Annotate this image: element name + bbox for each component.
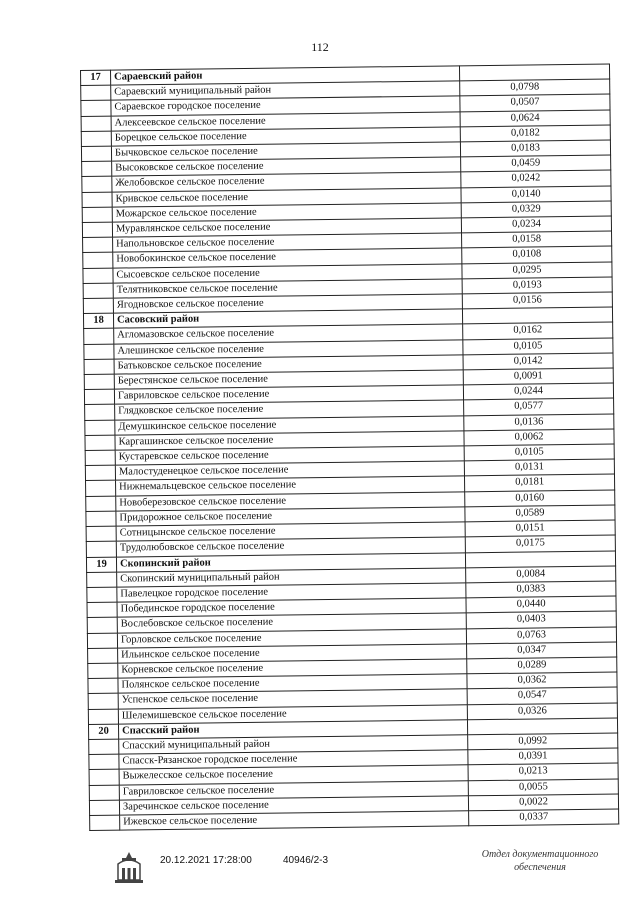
coefficient-value: 0,0181 [464,474,614,491]
settlement-name: Скопинский муниципальный район [117,568,466,587]
settlement-name: Желобовское сельское поселение [112,172,461,191]
settlement-name: Алексеевское сельское поселение [111,111,460,130]
district-name: Спасский район [118,720,467,739]
settlement-name: Агломазовское сельское поселение [114,324,463,343]
settlement-name: Гавриловское сельское поселение [119,780,468,799]
settlement-name: Малостуденецкое сельское поселение [115,461,464,480]
coefficient-value: 0,0055 [468,779,618,796]
row-number-cell [84,389,114,405]
settlement-name: Сысоевское сельское поселение [113,263,462,282]
settlement-name: Кривское сельское поселение [112,187,461,206]
allocation-table [80,64,619,832]
coefficient-value: 0,0105 [464,444,614,461]
settlement-name: Шелемишевское сельское поселение [118,704,467,723]
settlement-name: Нижнемальцевское сельское поселение [116,476,465,495]
settlement-name: Кустаревское сельское поселение [115,446,464,465]
row-number-cell [89,769,119,785]
settlement-name: Корневское сельское поселение [118,659,467,678]
row-number-cell [85,435,115,451]
row-number-cell [87,617,117,633]
coefficient-value: 0,0403 [466,611,616,628]
settlement-name: Трудолюбовское сельское поселение [116,537,465,556]
settlement-name: Спасский муниципальный район [119,735,468,754]
coefficient-value: 0,0337 [469,809,619,826]
settlement-name: Ильинское сельское поселение [118,644,467,663]
coefficient-value: 0,0507 [460,94,610,111]
coefficient-value: 0,0022 [468,794,618,811]
row-number-cell [82,161,112,177]
coefficient-value: 0,0992 [468,733,618,750]
settlement-name: Побединское городское поселение [117,598,466,617]
coefficient-value: 0,0105 [463,338,613,355]
settlement-name: Сараевский муниципальный район [111,81,460,100]
coefficient-value: 0,0182 [460,125,610,142]
row-number-cell [82,222,112,238]
row-number-cell [81,146,111,162]
settlement-name: Заречинское сельское поселение [119,796,468,815]
coefficient-value: 0,0160 [465,490,615,507]
coefficient-value: 0,0213 [468,763,618,780]
stamp-line-2: обеспечения [514,862,566,873]
row-number-cell [81,116,111,132]
row-number-cell [89,739,119,755]
settlement-name: Батьковское сельское поселение [114,355,463,374]
row-number-cell [83,283,113,299]
row-number-cell [88,709,118,725]
district-number: 18 [83,313,113,329]
stamp-line-1: Отдел документационного [481,849,599,860]
emblem-logo [112,850,146,886]
district-number: 17 [81,70,111,86]
settlement-name: Высоковское сельское поселение [112,157,461,176]
row-number-cell [84,329,114,345]
row-number-cell [82,192,112,208]
settlement-name: Павелецкое городское поселение [117,583,466,602]
row-number-cell [85,405,115,421]
coefficient-value: 0,0547 [467,687,617,704]
settlement-name: Новобокинское сельское поселение [113,248,462,267]
settlement-name: Демушкинское сельское поселение [115,416,464,435]
settlement-name: Гавриловское сельское поселение [114,385,463,404]
coefficient-value: 0,0347 [467,642,617,659]
page-number: 112 [311,40,329,54]
settlement-name: Новоберезовское сельское поселение [116,492,465,511]
settlement-name: Берестянское сельское поселение [114,370,463,389]
row-number-cell [86,511,116,527]
settlement-name: Алешинское сельское поселение [114,339,463,358]
row-number-cell [84,359,114,375]
district-name: Сасовский район [113,309,462,328]
coefficient-value: 0,0136 [464,414,614,431]
row-number-cell [87,587,117,603]
coefficient-value: 0,0158 [462,231,612,248]
row-number-cell [81,85,111,101]
coefficient-value: 0,0577 [464,398,614,415]
settlement-name: Ижевское сельское поселение [120,811,469,830]
row-number-cell [89,785,119,801]
settlement-name: Бычковское сельское поселение [111,142,460,161]
row-number-cell [88,663,118,679]
coefficient-value: 0,0108 [462,246,612,263]
settlement-name: Глядковское сельское поселение [115,400,464,419]
row-number-cell [85,465,115,481]
settlement-name: Борецкое сельское поселение [111,127,460,146]
coefficient-value: 0,0383 [466,581,616,598]
district-name: Сараевский район [111,66,460,85]
coefficient-value: 0,0175 [465,535,615,552]
coefficient-value: 0,0459 [461,155,611,172]
row-number-cell [86,496,116,512]
coefficient-value: 0,0362 [467,672,617,689]
coefficient-value: 0,0156 [462,292,612,309]
coefficient-value: 0,0589 [465,505,615,522]
coefficient-value: 0,0763 [466,627,616,644]
row-number-cell [86,526,116,542]
coefficient-value: 0,0244 [463,383,613,400]
settlement-name: Спасск-Рязанское городское поселение [119,750,468,769]
row-number-cell [89,754,119,770]
row-number-cell [85,420,115,436]
coefficient-value: 0,0234 [461,216,611,233]
coefficient-value: 0,0183 [460,140,610,157]
settlement-name: Можарское сельское поселение [112,203,461,222]
department-stamp [460,848,620,874]
row-number-cell [82,177,112,193]
settlement-name: Ягодновское сельское поселение [113,294,462,313]
row-number-cell [88,648,118,664]
coefficient-value: 0,0084 [466,566,616,583]
row-number-cell [83,237,113,253]
district-number: 20 [88,724,118,740]
row-number-cell [88,678,118,694]
footer-datetime: 20.12.2021 17:28:00 [160,855,252,866]
coefficient-value: 0,0391 [468,748,618,765]
district-name: Скопинский район [116,552,465,571]
settlement-name: Муравлянское сельское поселение [112,218,461,237]
settlement-name: Сотницынское сельское поселение [116,522,465,541]
coefficient-value: 0,0440 [466,596,616,613]
settlement-name: Каргашинское сельское поселение [115,431,464,450]
coefficient-value: 0,0193 [462,277,612,294]
row-number-cell [87,633,117,649]
coefficient-value: 0,0091 [463,368,613,385]
district-number: 19 [86,557,116,573]
settlement-name: Успенское сельское поселение [118,689,467,708]
coefficient-value: 0,0624 [460,110,610,127]
coefficient-value: 0,0140 [461,186,611,203]
coefficient-value: 0,0289 [467,657,617,674]
coefficient-value: 0,0798 [460,79,610,96]
settlement-name: Выжелесское сельское поселение [119,765,468,784]
row-number-cell [84,374,114,390]
row-number-cell [82,207,112,223]
coefficient-value: 0,0142 [463,353,613,370]
settlement-name: Телятниковское сельское поселение [113,279,462,298]
settlement-name: Сараевское городское поселение [111,96,460,115]
row-number-cell [86,541,116,557]
settlement-name: Вослебовское сельское поселение [117,613,466,632]
coefficient-value: 0,0131 [464,459,614,476]
coefficient-value: 0,0326 [467,703,617,720]
row-number-cell [88,693,118,709]
row-number-cell [83,298,113,314]
row-number-cell [87,602,117,618]
settlement-name: Полянское сельское поселение [118,674,467,693]
row-number-cell [81,131,111,147]
settlement-name: Придорожное сельское поселение [116,507,465,526]
row-number-cell [84,344,114,360]
coefficient-value: 0,0151 [465,520,615,537]
row-number-cell [85,450,115,466]
settlement-name: Горловское сельское поселение [117,628,466,647]
row-number-cell [87,572,117,588]
coefficient-value: 0,0242 [461,170,611,187]
footer-doc-id: 40946/2-3 [283,855,329,866]
row-number-cell [89,800,119,816]
row-number-cell [83,253,113,269]
coefficient-value: 0,0295 [462,262,612,279]
coefficient-value: 0,0062 [464,429,614,446]
row-number-cell [83,268,113,284]
row-number-cell [90,815,120,831]
row-number-cell [81,101,111,117]
coefficient-value: 0,0162 [463,322,613,339]
coefficient-value: 0,0329 [461,201,611,218]
row-number-cell [86,481,116,497]
settlement-name: Напольновское сельское поселение [113,233,462,252]
